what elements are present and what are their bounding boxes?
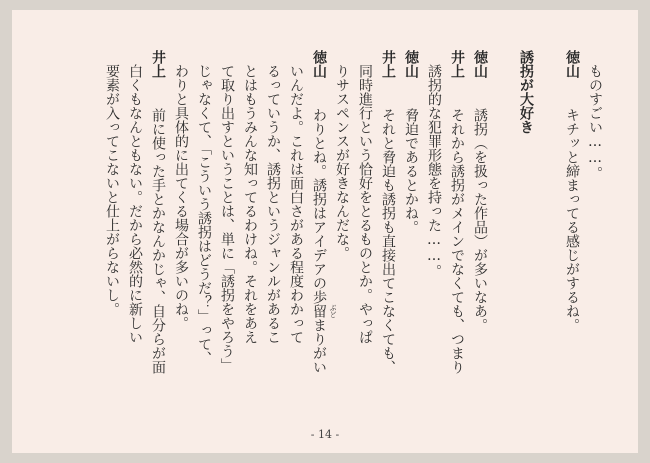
dialogue-text: 要素が入ってこないと仕上がらないし。 bbox=[104, 64, 120, 316]
book-page bbox=[12, 10, 638, 453]
line-gap bbox=[537, 50, 560, 398]
text-line bbox=[353, 50, 376, 398]
text-line bbox=[238, 50, 261, 398]
dialogue-text: 誘拐的な犯罪形態を持った……。 bbox=[426, 64, 442, 278]
dialogue-text: 脅迫であるとかね。 bbox=[403, 108, 419, 234]
text-line bbox=[422, 50, 445, 398]
text-line bbox=[100, 50, 123, 398]
text-line bbox=[284, 50, 307, 398]
speaker-label: 徳山 bbox=[311, 50, 327, 78]
text-line bbox=[215, 50, 238, 398]
dialogue-text: それと脅迫も誘拐も直接出てこなくても、 bbox=[380, 108, 396, 374]
section-heading: 誘拐が大好き bbox=[518, 50, 534, 134]
dialogue-text: りサスペンスが好きなんだな。 bbox=[334, 64, 350, 260]
vertical-text-body bbox=[100, 50, 606, 398]
text-line bbox=[261, 50, 284, 398]
dialogue-text: じゃなくて、「こういう誘拐はどうだ？」って、 bbox=[196, 64, 212, 365]
speaker-label: 徳山 bbox=[403, 50, 419, 78]
dialogue-text: て取り出すということは、単に「誘拐をやろう」 bbox=[219, 64, 235, 372]
speaker-label: 井上 bbox=[449, 50, 465, 78]
text-line bbox=[468, 50, 491, 398]
dialogue-text: わりとね。誘拐はアイデアの歩 bbox=[311, 108, 327, 304]
line-gap bbox=[491, 50, 514, 398]
furigana: ぶど bbox=[329, 304, 337, 318]
text-line bbox=[123, 50, 146, 398]
dialogue-text: 前に使った手とかなんかじゃ、自分らが面 bbox=[150, 108, 166, 374]
text-line bbox=[583, 50, 606, 398]
dialogue-text: 同時進行という恰好をとるものとか。やっぱ bbox=[357, 64, 373, 344]
page-number: - 14 - bbox=[310, 428, 340, 441]
ruby-base: 留 bbox=[311, 304, 327, 318]
text-line bbox=[146, 50, 169, 398]
speaker-label: 徳山 bbox=[472, 50, 488, 78]
text-line bbox=[560, 50, 583, 398]
text-line bbox=[376, 50, 399, 398]
dialogue-text: いんだよ。これは面白さがある程度わかって bbox=[288, 64, 304, 344]
text-line bbox=[445, 50, 468, 398]
dialogue-text: それから誘拐がメインでなくても、つまり bbox=[449, 108, 465, 374]
speaker-label: 井上 bbox=[150, 50, 166, 78]
dialogue-text: るっていうか、誘拐というジャンルがあるこ bbox=[265, 64, 281, 344]
ruby-annotated-char bbox=[311, 304, 337, 318]
text-line bbox=[169, 50, 192, 398]
text-line bbox=[399, 50, 422, 398]
dialogue-text: 白くもなんともない。だから必然的に新しい bbox=[127, 64, 143, 344]
dialogue-text: まりがい bbox=[311, 318, 327, 374]
speaker-label: 井上 bbox=[380, 50, 396, 78]
speaker-label: 徳山 bbox=[564, 50, 580, 78]
dialogue-text: とはもうみんな知ってるわけね。それをあえ bbox=[242, 64, 258, 344]
dialogue-text: キチッと締まってる感じがするね。 bbox=[564, 108, 580, 332]
text-line bbox=[330, 50, 353, 398]
dialogue-text: 誘拐（を扱った作品）が多いなあ。 bbox=[472, 108, 488, 332]
text-line bbox=[192, 50, 215, 398]
dialogue-text: ものすごい……。 bbox=[587, 64, 603, 180]
dialogue-text: わりと具体的に出てくる場合が多いのね。 bbox=[173, 64, 189, 330]
text-line bbox=[307, 50, 337, 398]
